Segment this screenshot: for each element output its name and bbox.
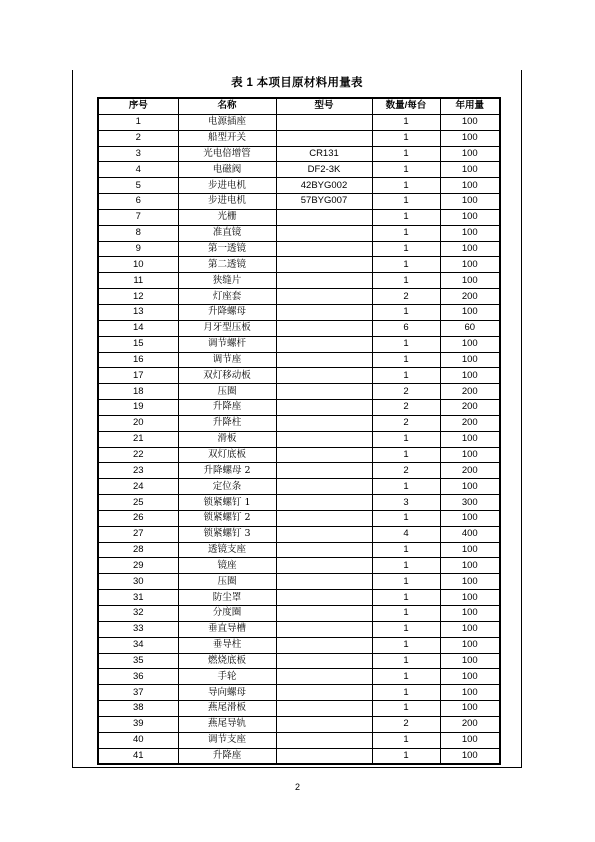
cell-qty-per-unit: 1: [372, 114, 440, 130]
cell-model: [276, 320, 372, 336]
cell-name: 调节螺杆: [178, 336, 276, 352]
cell-qty-per-unit: 1: [372, 621, 440, 637]
cell-annual-usage: 100: [440, 241, 500, 257]
cell-annual-usage: 100: [440, 510, 500, 526]
cell-annual-usage: 100: [440, 146, 500, 162]
cell-name: 升降螺母 2: [178, 463, 276, 479]
header-serial: 序号: [98, 98, 178, 114]
cell-name: 升降螺母: [178, 304, 276, 320]
table-row: [98, 384, 500, 400]
cell-name: 第二透镜: [178, 257, 276, 273]
cell-name: 步进电机: [178, 194, 276, 210]
table-row: [98, 621, 500, 637]
cell-annual-usage: 200: [440, 400, 500, 416]
table-row: [98, 479, 500, 495]
cell-serial: 3: [98, 146, 178, 162]
cell-annual-usage: 100: [440, 352, 500, 368]
cell-qty-per-unit: 1: [372, 368, 440, 384]
page-number: 2: [294, 782, 300, 792]
cell-model: [276, 130, 372, 146]
table-row: [98, 653, 500, 669]
table-row: [98, 685, 500, 701]
cell-qty-per-unit: 1: [372, 130, 440, 146]
table-row: [98, 273, 500, 289]
cell-model: [276, 590, 372, 606]
cell-serial: 41: [98, 748, 178, 764]
cell-qty-per-unit: 1: [372, 336, 440, 352]
table-row: [98, 526, 500, 542]
cell-model: [276, 400, 372, 416]
cell-qty-per-unit: 1: [372, 273, 440, 289]
cell-qty-per-unit: 3: [372, 495, 440, 511]
cell-serial: 21: [98, 431, 178, 447]
cell-model: [276, 495, 372, 511]
cell-model: [276, 653, 372, 669]
cell-qty-per-unit: 1: [372, 162, 440, 178]
cell-model: [276, 621, 372, 637]
cell-serial: 28: [98, 542, 178, 558]
cell-qty-per-unit: 1: [372, 431, 440, 447]
table-row: [98, 495, 500, 511]
cell-name: 镜座: [178, 558, 276, 574]
cell-name: 锁紧螺钉 1: [178, 495, 276, 511]
cell-serial: 17: [98, 368, 178, 384]
table-row: [98, 146, 500, 162]
cell-annual-usage: 100: [440, 194, 500, 210]
cell-annual-usage: 100: [440, 621, 500, 637]
cell-qty-per-unit: 1: [372, 447, 440, 463]
cell-model: [276, 606, 372, 622]
cell-annual-usage: 100: [440, 701, 500, 717]
table-row: [98, 716, 500, 732]
header-name: 名称: [178, 98, 276, 114]
cell-annual-usage: 100: [440, 178, 500, 194]
table-row: [98, 606, 500, 622]
cell-qty-per-unit: 1: [372, 606, 440, 622]
cell-qty-per-unit: 1: [372, 352, 440, 368]
cell-annual-usage: 100: [440, 669, 500, 685]
cell-qty-per-unit: 1: [372, 257, 440, 273]
cell-serial: 26: [98, 510, 178, 526]
cell-model: [276, 463, 372, 479]
cell-annual-usage: 300: [440, 495, 500, 511]
cell-name: 升降座: [178, 400, 276, 416]
table-row: [98, 542, 500, 558]
table-row: [98, 447, 500, 463]
cell-model: [276, 114, 372, 130]
cell-name: 锁紧螺钉 3: [178, 526, 276, 542]
cell-name: 导向螺母: [178, 685, 276, 701]
cell-serial: 29: [98, 558, 178, 574]
cell-model: [276, 431, 372, 447]
table-row: [98, 669, 500, 685]
cell-serial: 2: [98, 130, 178, 146]
cell-serial: 32: [98, 606, 178, 622]
cell-qty-per-unit: 1: [372, 637, 440, 653]
cell-model: [276, 368, 372, 384]
cell-serial: 33: [98, 621, 178, 637]
cell-model: [276, 241, 372, 257]
cell-serial: 18: [98, 384, 178, 400]
cell-name: 垂导柱: [178, 637, 276, 653]
cell-model: [276, 209, 372, 225]
cell-qty-per-unit: 1: [372, 701, 440, 717]
cell-annual-usage: 60: [440, 320, 500, 336]
table-row: [98, 748, 500, 764]
cell-name: 锁紧螺钉 2: [178, 510, 276, 526]
cell-qty-per-unit: 4: [372, 526, 440, 542]
cell-name: 压圈: [178, 384, 276, 400]
cell-model: [276, 289, 372, 305]
cell-serial: 11: [98, 273, 178, 289]
cell-name: 定位条: [178, 479, 276, 495]
cell-name: 电源插座: [178, 114, 276, 130]
table-row: [98, 257, 500, 273]
table-row: [98, 510, 500, 526]
cell-serial: 27: [98, 526, 178, 542]
cell-annual-usage: 100: [440, 431, 500, 447]
cell-serial: 12: [98, 289, 178, 305]
cell-qty-per-unit: 1: [372, 178, 440, 194]
cell-model: [276, 574, 372, 590]
cell-model: [276, 732, 372, 748]
cell-serial: 4: [98, 162, 178, 178]
table-row: [98, 320, 500, 336]
cell-serial: 40: [98, 732, 178, 748]
cell-name: 灯座套: [178, 289, 276, 305]
cell-serial: 31: [98, 590, 178, 606]
cell-model: [276, 701, 372, 717]
cell-qty-per-unit: 2: [372, 400, 440, 416]
cell-annual-usage: 200: [440, 716, 500, 732]
cell-serial: 15: [98, 336, 178, 352]
cell-serial: 34: [98, 637, 178, 653]
table-row: [98, 431, 500, 447]
cell-annual-usage: 100: [440, 606, 500, 622]
cell-serial: 20: [98, 415, 178, 431]
cell-annual-usage: 100: [440, 368, 500, 384]
header-annual-usage: 年用量: [440, 98, 500, 114]
cell-model: 42BYG002: [276, 178, 372, 194]
cell-annual-usage: 100: [440, 685, 500, 701]
cell-model: 57BYG007: [276, 194, 372, 210]
cell-model: [276, 479, 372, 495]
cell-serial: 10: [98, 257, 178, 273]
table-row: [98, 463, 500, 479]
cell-model: [276, 384, 372, 400]
cell-annual-usage: 100: [440, 653, 500, 669]
table-row: [98, 209, 500, 225]
cell-qty-per-unit: 1: [372, 748, 440, 764]
cell-serial: 19: [98, 400, 178, 416]
cell-serial: 6: [98, 194, 178, 210]
cell-name: 燕尾导轨: [178, 716, 276, 732]
cell-serial: 37: [98, 685, 178, 701]
cell-annual-usage: 100: [440, 590, 500, 606]
cell-qty-per-unit: 1: [372, 510, 440, 526]
cell-model: [276, 542, 372, 558]
cell-annual-usage: 100: [440, 257, 500, 273]
header-model: 型号: [276, 98, 372, 114]
cell-serial: 25: [98, 495, 178, 511]
cell-annual-usage: 100: [440, 447, 500, 463]
cell-name: 双灯底板: [178, 447, 276, 463]
cell-qty-per-unit: 1: [372, 225, 440, 241]
cell-model: CR131: [276, 146, 372, 162]
table-row: [98, 590, 500, 606]
cell-model: [276, 257, 372, 273]
cell-qty-per-unit: 1: [372, 241, 440, 257]
cell-annual-usage: 100: [440, 479, 500, 495]
cell-model: [276, 415, 372, 431]
cell-serial: 9: [98, 241, 178, 257]
cell-annual-usage: 100: [440, 162, 500, 178]
cell-qty-per-unit: 1: [372, 146, 440, 162]
cell-model: [276, 558, 372, 574]
cell-annual-usage: 100: [440, 558, 500, 574]
cell-annual-usage: 100: [440, 130, 500, 146]
table-header-row: [98, 98, 500, 114]
table-row: [98, 194, 500, 210]
table-row: [98, 289, 500, 305]
cell-annual-usage: 100: [440, 542, 500, 558]
table-row: [98, 241, 500, 257]
table-row: [98, 352, 500, 368]
cell-annual-usage: 400: [440, 526, 500, 542]
cell-model: [276, 336, 372, 352]
cell-name: 手轮: [178, 669, 276, 685]
cell-name: 狭缝片: [178, 273, 276, 289]
cell-model: [276, 526, 372, 542]
cell-name: 月牙型压板: [178, 320, 276, 336]
cell-serial: 30: [98, 574, 178, 590]
cell-qty-per-unit: 2: [372, 289, 440, 305]
cell-name: 升降柱: [178, 415, 276, 431]
cell-qty-per-unit: 2: [372, 716, 440, 732]
cell-annual-usage: 100: [440, 336, 500, 352]
materials-table: [97, 97, 501, 765]
cell-annual-usage: 200: [440, 289, 500, 305]
table-row: [98, 130, 500, 146]
table-row: [98, 225, 500, 241]
cell-qty-per-unit: 1: [372, 479, 440, 495]
cell-model: [276, 352, 372, 368]
cell-annual-usage: 100: [440, 637, 500, 653]
cell-annual-usage: 200: [440, 415, 500, 431]
cell-qty-per-unit: 1: [372, 669, 440, 685]
cell-name: 电磁阀: [178, 162, 276, 178]
cell-qty-per-unit: 1: [372, 732, 440, 748]
cell-name: 压圈: [178, 574, 276, 590]
cell-qty-per-unit: 2: [372, 384, 440, 400]
cell-serial: 23: [98, 463, 178, 479]
cell-annual-usage: 100: [440, 304, 500, 320]
cell-name: 船型开关: [178, 130, 276, 146]
cell-qty-per-unit: 1: [372, 653, 440, 669]
cell-qty-per-unit: 6: [372, 320, 440, 336]
cell-annual-usage: 100: [440, 732, 500, 748]
cell-name: 透镜支座: [178, 542, 276, 558]
table-row: [98, 368, 500, 384]
cell-annual-usage: 100: [440, 748, 500, 764]
table-row: [98, 162, 500, 178]
cell-serial: 38: [98, 701, 178, 717]
cell-name: 燕尾滑板: [178, 701, 276, 717]
cell-name: 分度圈: [178, 606, 276, 622]
cell-model: [276, 510, 372, 526]
table-row: [98, 574, 500, 590]
cell-serial: 24: [98, 479, 178, 495]
cell-annual-usage: 200: [440, 463, 500, 479]
cell-serial: 36: [98, 669, 178, 685]
cell-name: 光栅: [178, 209, 276, 225]
table-row: [98, 415, 500, 431]
table-row: [98, 304, 500, 320]
cell-serial: 14: [98, 320, 178, 336]
cell-model: [276, 637, 372, 653]
cell-qty-per-unit: 2: [372, 463, 440, 479]
header-qty-per-unit: 数量/每台: [372, 98, 440, 114]
cell-serial: 8: [98, 225, 178, 241]
table-body: [98, 114, 500, 764]
cell-serial: 7: [98, 209, 178, 225]
cell-name: 调节支座: [178, 732, 276, 748]
cell-name: 步进电机: [178, 178, 276, 194]
cell-model: [276, 304, 372, 320]
cell-serial: 35: [98, 653, 178, 669]
cell-annual-usage: 100: [440, 574, 500, 590]
cell-qty-per-unit: 1: [372, 209, 440, 225]
cell-name: 双灯移动板: [178, 368, 276, 384]
cell-qty-per-unit: 1: [372, 685, 440, 701]
cell-serial: 1: [98, 114, 178, 130]
cell-model: [276, 669, 372, 685]
cell-qty-per-unit: 1: [372, 304, 440, 320]
table-row: [98, 400, 500, 416]
cell-model: [276, 225, 372, 241]
table-row: [98, 114, 500, 130]
cell-name: 滑板: [178, 431, 276, 447]
cell-model: DF2-3K: [276, 162, 372, 178]
cell-model: [276, 273, 372, 289]
table-row: [98, 558, 500, 574]
cell-model: [276, 447, 372, 463]
cell-model: [276, 748, 372, 764]
cell-name: 垂直导槽: [178, 621, 276, 637]
table-row: [98, 701, 500, 717]
cell-name: 第一透镜: [178, 241, 276, 257]
cell-qty-per-unit: 1: [372, 194, 440, 210]
cell-annual-usage: 100: [440, 225, 500, 241]
cell-name: 光电倍增管: [178, 146, 276, 162]
table-row: [98, 336, 500, 352]
cell-name: 升降座: [178, 748, 276, 764]
cell-serial: 39: [98, 716, 178, 732]
cell-name: 准直镜: [178, 225, 276, 241]
cell-annual-usage: 200: [440, 384, 500, 400]
cell-annual-usage: 100: [440, 209, 500, 225]
cell-annual-usage: 100: [440, 114, 500, 130]
table-row: [98, 178, 500, 194]
cell-qty-per-unit: 1: [372, 542, 440, 558]
cell-model: [276, 716, 372, 732]
table-row: [98, 637, 500, 653]
cell-qty-per-unit: 1: [372, 590, 440, 606]
cell-serial: 13: [98, 304, 178, 320]
cell-serial: 5: [98, 178, 178, 194]
table-row: [98, 732, 500, 748]
cell-qty-per-unit: 1: [372, 574, 440, 590]
cell-qty-per-unit: 1: [372, 558, 440, 574]
cell-qty-per-unit: 2: [372, 415, 440, 431]
cell-annual-usage: 100: [440, 273, 500, 289]
cell-serial: 22: [98, 447, 178, 463]
cell-name: 防尘罩: [178, 590, 276, 606]
table-caption: 表 1 本项目原材料用量表: [231, 77, 363, 89]
cell-name: 调节座: [178, 352, 276, 368]
cell-serial: 16: [98, 352, 178, 368]
cell-name: 燃烧底板: [178, 653, 276, 669]
cell-model: [276, 685, 372, 701]
